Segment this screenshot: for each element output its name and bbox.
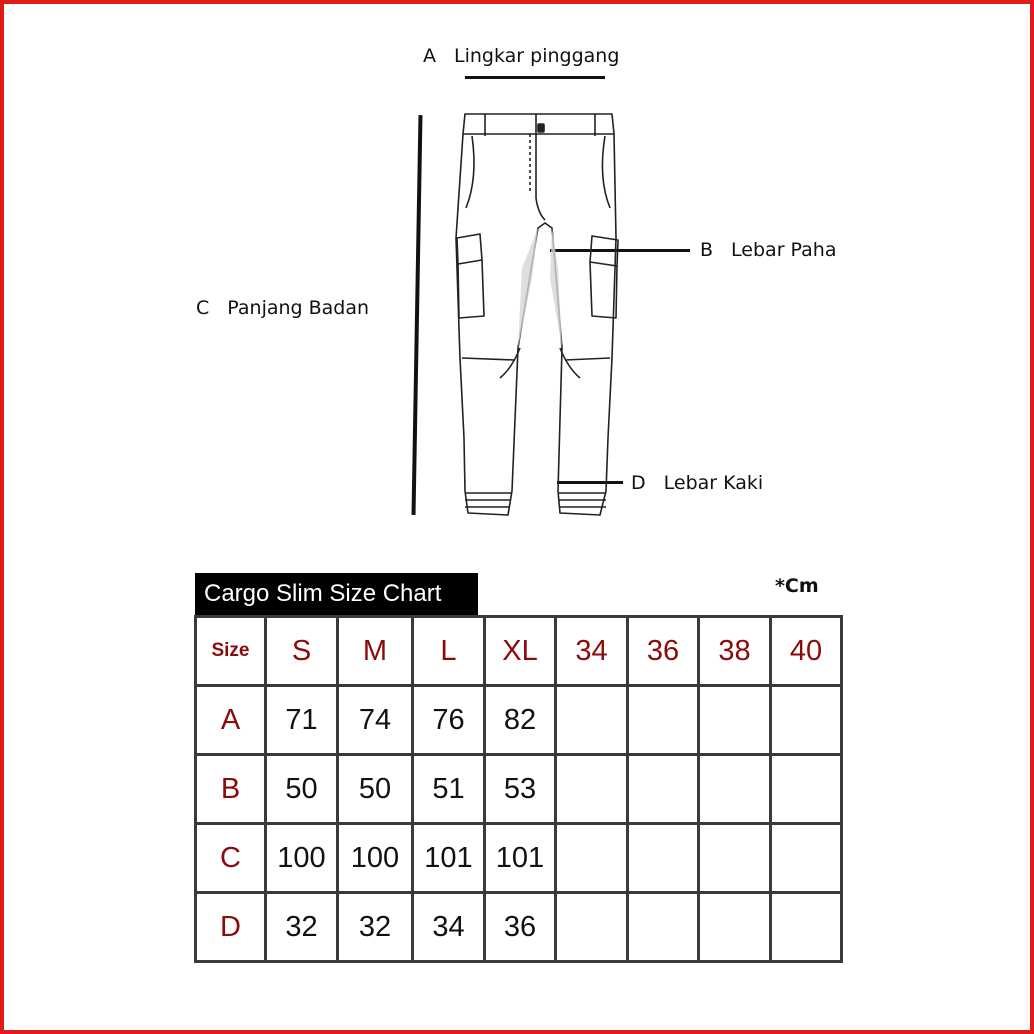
- measure-d-text: Lebar Kaki: [663, 472, 764, 494]
- size-col-header: 38: [699, 617, 771, 686]
- measure-b-text: Lebar Paha: [731, 239, 837, 261]
- size-chart-table: [194, 615, 843, 963]
- table-cell: [628, 824, 699, 893]
- table-cell: [771, 824, 842, 893]
- table-cell: 101: [413, 824, 485, 893]
- table-cell: 100: [338, 824, 413, 893]
- table-cell: 101: [485, 824, 556, 893]
- row-label-b: B: [196, 755, 266, 824]
- table-cell: [699, 824, 771, 893]
- measure-d-label: [631, 472, 763, 494]
- chart-title: Cargo Slim Size Chart: [195, 573, 478, 615]
- table-cell: [556, 824, 628, 893]
- table-cell: 50: [338, 755, 413, 824]
- measure-c-text: Panjang Badan: [227, 297, 370, 319]
- table-cell: [771, 755, 842, 824]
- table-cell: [556, 755, 628, 824]
- cargo-pants-diagram-icon: [440, 108, 650, 523]
- table-cell: 71: [266, 686, 338, 755]
- measure-a-label: [423, 45, 619, 67]
- measure-d-letter: D: [631, 472, 646, 494]
- measure-b-letter: B: [700, 239, 714, 261]
- table-cell: 32: [338, 893, 413, 962]
- row-label-a: A: [196, 686, 266, 755]
- measure-b-label: [700, 239, 836, 261]
- table-row: [196, 824, 842, 893]
- table-cell: [699, 686, 771, 755]
- measure-c-letter: C: [196, 297, 210, 319]
- table-cell: [628, 755, 699, 824]
- table-cell: 74: [338, 686, 413, 755]
- size-col-header: 34: [556, 617, 628, 686]
- size-col-header: M: [338, 617, 413, 686]
- table-cell: [699, 755, 771, 824]
- size-header-cell: Size: [196, 617, 266, 686]
- table-cell: [628, 893, 699, 962]
- size-col-header: 36: [628, 617, 699, 686]
- table-header-row: [196, 617, 842, 686]
- size-col-header: S: [266, 617, 338, 686]
- measure-c-label: [196, 297, 369, 319]
- unit-note: *Cm: [775, 575, 819, 597]
- table-cell: [628, 686, 699, 755]
- table-cell: 50: [266, 755, 338, 824]
- table-cell: [556, 893, 628, 962]
- size-col-header: 40: [771, 617, 842, 686]
- table-cell: 51: [413, 755, 485, 824]
- table-cell: [771, 893, 842, 962]
- measure-a-letter: A: [423, 45, 436, 67]
- table-cell: [699, 893, 771, 962]
- table-cell: 100: [266, 824, 338, 893]
- size-col-header: L: [413, 617, 485, 686]
- row-label-d: D: [196, 893, 266, 962]
- table-row: [196, 755, 842, 824]
- size-col-header: XL: [485, 617, 556, 686]
- table-cell: 82: [485, 686, 556, 755]
- table-cell: [556, 686, 628, 755]
- table-cell: 34: [413, 893, 485, 962]
- measure-a-line: [465, 76, 605, 79]
- table-cell: 76: [413, 686, 485, 755]
- table-row: [196, 686, 842, 755]
- measure-a-text: Lingkar pinggang: [454, 45, 620, 67]
- table-cell: [771, 686, 842, 755]
- table-cell: 36: [485, 893, 556, 962]
- row-label-c: C: [196, 824, 266, 893]
- table-row: [196, 893, 842, 962]
- table-cell: 53: [485, 755, 556, 824]
- table-cell: 32: [266, 893, 338, 962]
